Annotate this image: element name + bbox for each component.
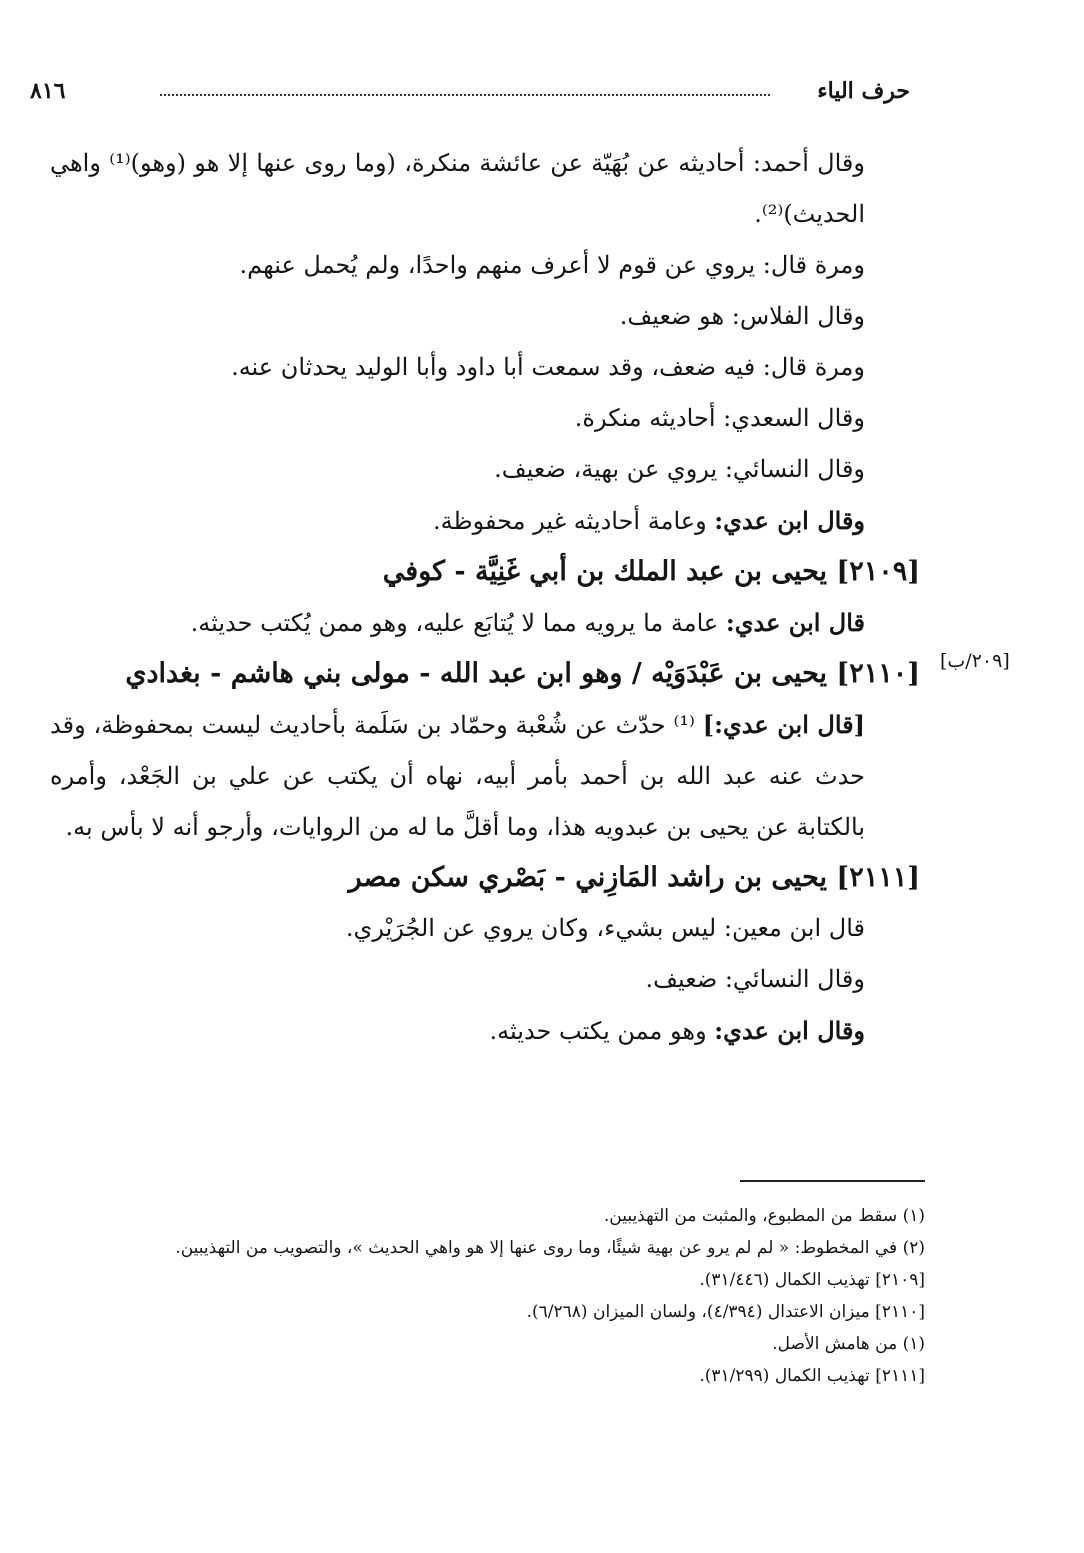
header-dotted-rule: [160, 94, 770, 96]
text-line-saadi: وقال السعدي: أحاديثه منكرة.: [574, 404, 865, 432]
footnote: (١) سقط من المطبوع، والمثبت من التهذيبين.: [603, 1206, 925, 1226]
footnote: (٢) في المخطوط: « لم لم يرو عن بهية شيئًا، وما روى عنها إلا هو واهي الحديث »، والتصويب من التهذيبين.: [175, 1238, 925, 1258]
footnote: [٢١١٠] ميزان الاعتدال (٤/٣٩٤)، ولسان الميزان (٦/٢٦٨).: [526, 1302, 925, 1322]
main-text: [50, 138, 920, 1057]
speaker-label: وقال ابن عدي:: [714, 1016, 865, 1045]
page-header: [30, 78, 910, 118]
text-line-fallas: وقال الفلاس: هو ضعيف.: [619, 302, 865, 330]
text-line-ibn-adi-2: [50, 597, 920, 649]
speaker-label: قال ابن عدي:: [725, 608, 865, 637]
footnote-separator: [740, 1180, 925, 1182]
entry-heading-2111: [٢١١١] يحيى بن راشد المَازِني - بَصْري سكن مصر: [348, 862, 920, 893]
entry-heading-2109: [٢١٠٩] يحيى بن عبد الملك بن أبي غَنِيَّة - كوفي: [382, 556, 920, 587]
text-line-nasai-2: وقال النسائي: ضعيف.: [645, 965, 865, 993]
quote-text: وعامة أحاديثه غير محفوظة.: [433, 507, 715, 535]
running-head: حرف الياء: [817, 78, 910, 104]
quote-text: ⁽¹⁾ حدّث عن شُعْبة وحمّاد بن سَلَمة بأحاديث ليست بمحفوظة، وقد حدث عنه عبد الله بن أحمد بأمر أبيه، نهاه أن يكتب عن علي بن الجَعْد، وأمره بالكتابة عن يحيى بن عبدويه هذا، وما أقلَّ ما له من الروايات، وأرجو أنه لا بأس به.: [50, 711, 865, 841]
quote-text: عامة ما يرويه مما لا يُتابَع عليه، وهو ممن يُكتب حديثه.: [190, 609, 726, 637]
text-line-marra-1: ومرة قال: يروي عن قوم لا أعرف منهم واحدًا، ولم يُحمل عنهم.: [239, 251, 865, 279]
speaker-label: وقال ابن عدي:: [714, 506, 865, 535]
text-line-ibn-adi-1: [50, 495, 920, 547]
entry-heading-2110: [٢١١٠] يحيى بن عَبْدَوَيْه / وهو ابن عبد الله - مولى بني هاشم - بغدادي: [125, 658, 920, 689]
margin-manuscript-ref: [٢٠٩/ب]: [940, 650, 1010, 672]
text-para-ibn-adi-3: [50, 699, 920, 853]
text-line-marra-2: ومرة قال: فيه ضعف، وقد سمعت أبا داود وأبا الوليد يحدثان عنه.: [231, 353, 865, 381]
footnote: [٢١٠٩] تهذيب الكمال (٣١/٤٤٦).: [699, 1270, 925, 1290]
footnote: [٢١١١] تهذيب الكمال (٣١/٢٩٩).: [699, 1366, 925, 1386]
footnotes: [50, 1200, 925, 1392]
text-line-ibn-adi-4: [50, 1005, 920, 1057]
page-number: ٨١٦: [30, 78, 66, 104]
footnote: (١) من هامش الأصل.: [772, 1334, 925, 1354]
quote-text: وهو ممن يكتب حديثه.: [489, 1017, 715, 1045]
text-line-nasai: وقال النسائي: يروي عن بهية، ضعيف.: [494, 455, 865, 483]
text-line-ahmad: وقال أحمد: أحاديثه عن بُهَيّة عن عائشة منكرة، (وما روى عنها إلا هو (وهو)⁽¹⁾ واهي الحديث)⁽²⁾.: [50, 149, 865, 228]
text-line-ibn-main: قال ابن معين: ليس بشيء، وكان يروي عن الجُرَيْري.: [345, 914, 865, 942]
speaker-label: [قال ابن عدي:]: [702, 710, 866, 739]
